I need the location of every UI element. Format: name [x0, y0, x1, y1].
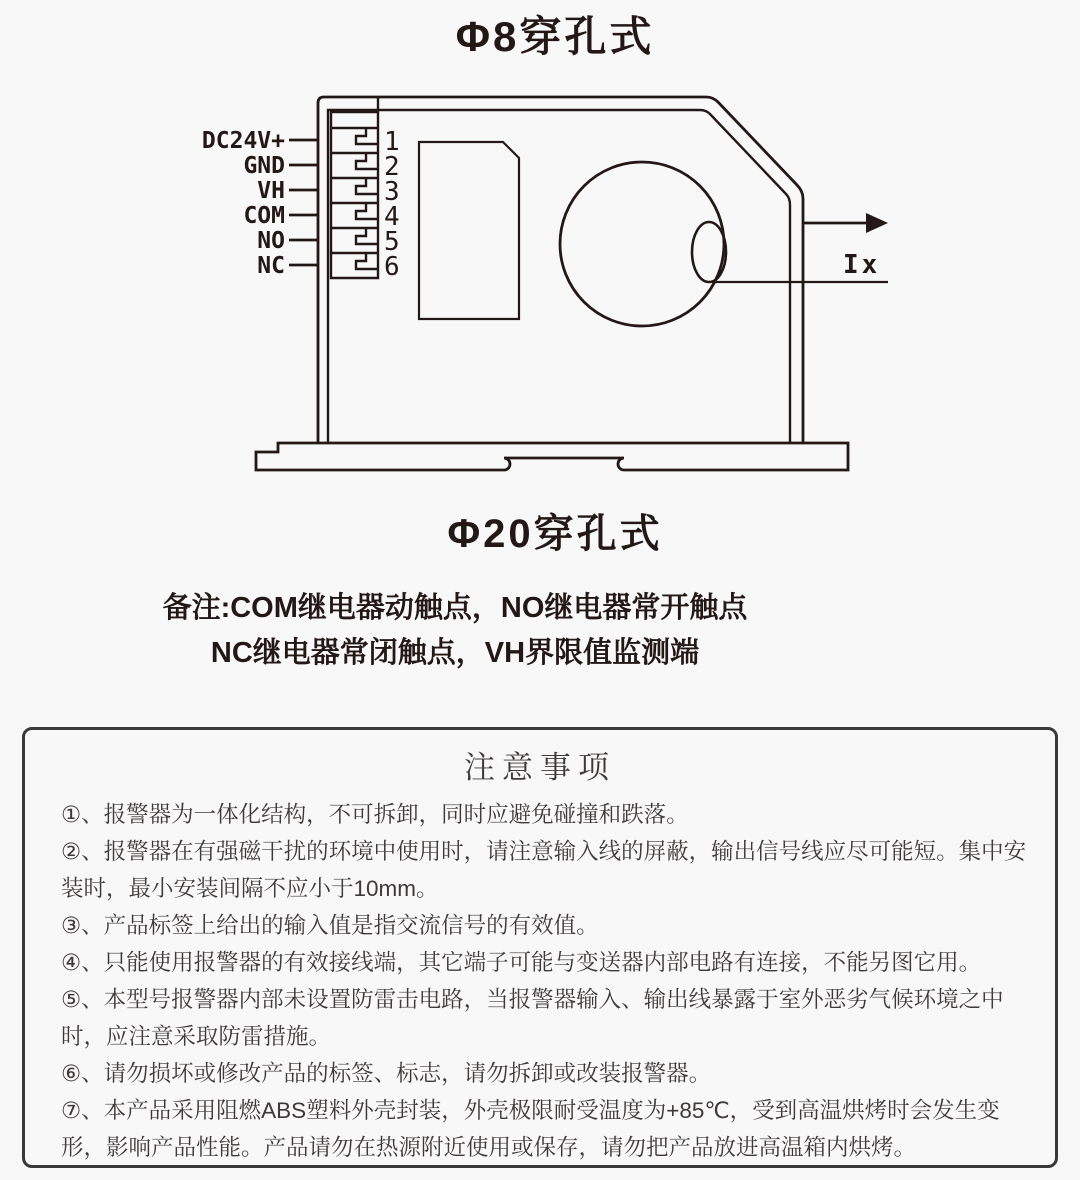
terminal-block [331, 98, 378, 278]
current-label: Ix [843, 250, 881, 280]
pin-number: 3 [384, 177, 400, 207]
page-title: Φ8穿孔式 [455, 13, 655, 60]
note-line: 备注:COM继电器动触点，NO继电器常开触点 [162, 592, 748, 624]
notice-item: ①、报警器为一体化结构，不可拆卸，同时应避免碰撞和跌落。 [61, 802, 689, 827]
notice-item: ⑦、本产品采用阻燃ABS塑料外壳封装，外壳极限耐受温度为+85℃，受到高温烘烤时会发生变形，影响产品性能。产品请勿在热源附近使用或保存，请勿把产品放进高温箱内烘烤。 [61, 1098, 1000, 1160]
current-arrow-head [866, 213, 888, 233]
notice-item: ④、只能使用报警器的有效接线端，其它端子可能与变送器内部电路有连接，不能另图它用。 [61, 950, 982, 975]
terminal-lead-lines [289, 140, 318, 265]
notice-item-list [25, 787, 1055, 1166]
terminal-clamp-symbol [356, 228, 378, 244]
pin-number: 6 [384, 252, 400, 282]
terminal-label: GND [243, 153, 285, 179]
note-block [0, 586, 910, 676]
terminal-label: DC24V+ [201, 128, 285, 154]
terminal-label: NC [257, 253, 285, 279]
figure-caption: Φ20穿孔式 [447, 512, 663, 556]
terminal-clamp-symbol [356, 203, 378, 219]
terminal-block-frame [331, 98, 378, 278]
terminal-label: VH [257, 178, 285, 204]
notice-item: ③、产品标签上给出的输入值是指交流信号的有效值。 [61, 913, 599, 938]
notice-title: 注意事项 [464, 750, 616, 785]
din-rail-base [256, 443, 848, 470]
terminal-label: COM [243, 203, 285, 229]
pin-number: 5 [384, 227, 400, 257]
notice-item: ⑥、请勿损坏或修改产品的标签、标志，请勿拆卸或改装报警器。 [61, 1061, 712, 1086]
terminal-clamp-symbol [356, 253, 378, 269]
device-diagram [0, 0, 1080, 580]
through-hole-circle [560, 162, 724, 326]
pin-number: 2 [384, 152, 400, 182]
notice-box [22, 727, 1058, 1168]
terminal-clamp-symbol [356, 178, 378, 194]
hole-inner-ellipse [692, 222, 726, 282]
notice-item: ②、报警器在有强磁干扰的环境中使用时，请注意输入线的屏蔽，输出信号线应尽可能短。集中安装时，最小安装间隔不应小于10mm。 [61, 839, 1027, 901]
notice-item: ⑤、本型号报警器内部未设置防雷击电路，当报警器输入、输出线暴露于室外恶劣气候环境之中时，应注意采取防雷措施。 [61, 987, 1004, 1049]
product-label-rect [419, 142, 519, 319]
terminal-label: NO [257, 228, 285, 254]
note-line: NC继电器常闭触点，VH界限值监测端 [210, 637, 700, 669]
pin-number: 4 [384, 202, 400, 232]
pin-number: 1 [384, 127, 400, 157]
terminal-clamp-symbol [356, 128, 378, 144]
terminal-clamp-symbol [356, 153, 378, 169]
